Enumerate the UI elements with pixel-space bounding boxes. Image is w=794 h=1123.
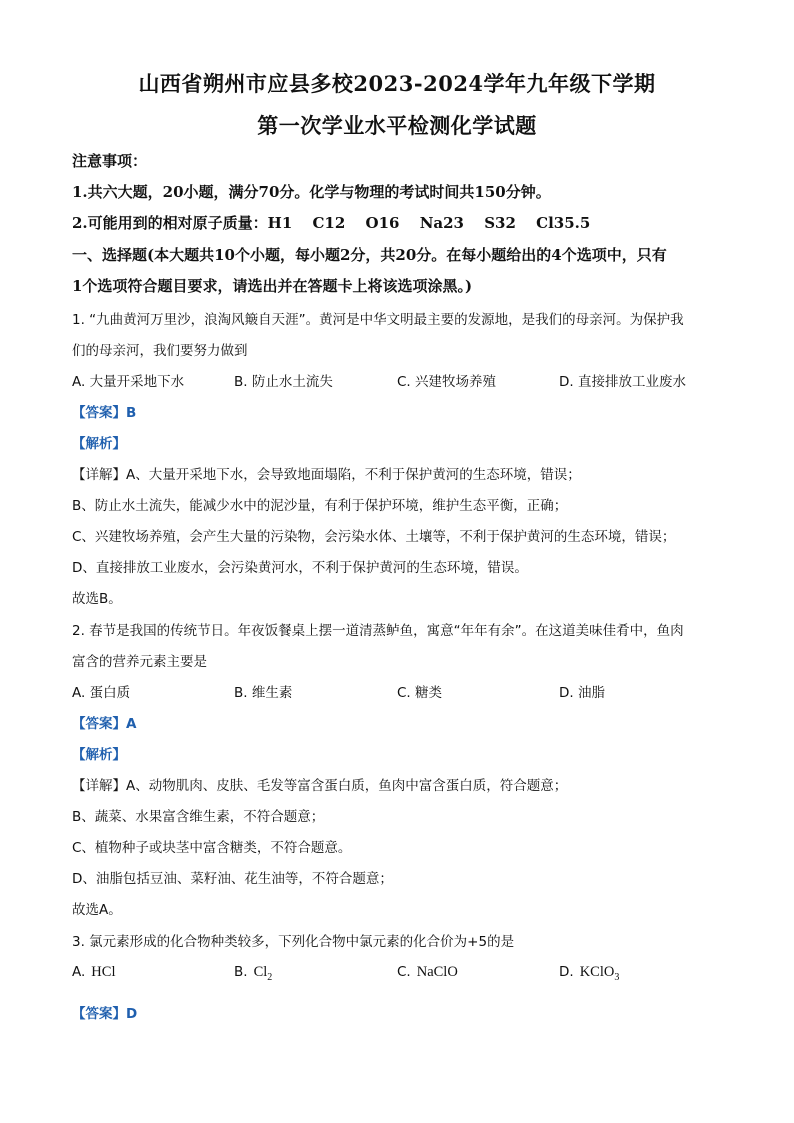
q3-option-d — [559, 964, 619, 983]
q2-options — [72, 681, 732, 701]
section-instruction-line1: 一、选择题(本大题共10个小题，每小题2分，共20分。在每小题给出的4个选项中，只有 — [72, 246, 667, 264]
q1-option-a: A. 大量开采地下水 — [72, 374, 185, 390]
q3-answer: 【答案】D — [72, 1006, 138, 1022]
q2-option-a: A. 蛋白质 — [72, 685, 131, 701]
q3-stem: 3. 氯元素形成的化合物种类较多，下列化合物中氯元素的化合价为+5的是 — [72, 934, 515, 950]
q2-option-c: C. 糖类 — [397, 685, 443, 701]
q3-formula-a: HCl — [91, 964, 116, 980]
q1-detail-d: D、直接排放工业废水，会污染黄河水，不利于保护黄河的生态环境，错误。 — [72, 560, 528, 576]
exam-title-line2: 第一次学业水平检测化学试题 — [257, 113, 537, 138]
q2-option-b: B. 维生素 — [234, 685, 293, 701]
q3-option-c — [397, 964, 458, 981]
q3-option-b-label: B. — [234, 964, 248, 980]
section-instruction-line2: 1个选项符合题目要求，请选出并在答题卡上将该选项涂黑。) — [72, 277, 473, 295]
q2-detail-c: C、植物种子或块茎中富含糖类，不符合题意。 — [72, 840, 352, 856]
q2-detail-d: D、油脂包括豆油、菜籽油、花生油等，不符合题意； — [72, 871, 393, 887]
q2-stem-line1: 2. 春节是我国的传统节日。年夜饭餐桌上摆一道清蒸鲈鱼，寓意“年年有余”。在这道美味佳肴中，鱼肉 — [72, 623, 684, 639]
q2-detail-b: B、蔬菜、水果富含维生素，不符合题意； — [72, 809, 325, 825]
q1-conclusion: 故选B。 — [72, 591, 122, 607]
q3-formula-b-base: Cl — [253, 964, 268, 980]
q2-option-d: D. 油脂 — [559, 685, 605, 701]
q2-detail-a: 【详解】A、动物肌肉、皮肤、毛发等富含蛋白质，鱼肉中富含蛋白质，符合题意； — [72, 778, 568, 794]
q3-formula-d-subscript: 3 — [614, 972, 620, 983]
q1-stem-line2: 们的母亲河，我们要努力做到 — [72, 343, 248, 359]
notes-item-2: 2.可能用到的相对原子质量：H1 C12 O16 Na23 S32 Cl35.5 — [72, 214, 591, 232]
q2-analysis-label: 【解析】 — [72, 747, 126, 763]
q3-formula-d-base: KClO — [579, 964, 615, 980]
q2-stem-line2: 富含的营养元素主要是 — [72, 654, 207, 670]
notes-item-1: 1.共六大题，20小题，满分70分。化学与物理的考试时间共150分钟。 — [72, 183, 551, 201]
q2-answer: 【答案】A — [72, 716, 137, 732]
q1-analysis-label: 【解析】 — [72, 436, 126, 452]
q3-option-a-label: A. — [72, 964, 86, 980]
q3-option-b — [234, 964, 272, 983]
q1-option-d: D. 直接排放工业废水 — [559, 374, 686, 390]
q2-conclusion: 故选A。 — [72, 902, 122, 918]
q3-option-d-label: D. — [559, 964, 574, 980]
notes-heading: 注意事项： — [72, 152, 148, 170]
q1-answer: 【答案】B — [72, 405, 137, 421]
q3-option-c-label: C. — [397, 964, 411, 980]
q3-formula-b-subscript: 2 — [267, 972, 273, 983]
q1-detail-b: B、防止水土流失，能减少水中的泥沙量，有利于保护环境，维护生态平衡，正确； — [72, 498, 568, 514]
q3-option-a — [72, 964, 115, 981]
q3-options — [72, 964, 732, 984]
q1-option-b: B. 防止水土流失 — [234, 374, 333, 390]
q3-formula-d — [579, 964, 620, 983]
q1-options — [72, 370, 732, 390]
q1-detail-a: 【详解】A、大量开采地下水，会导致地面塌陷，不利于保护黄河的生态环境，错误； — [72, 467, 581, 483]
q3-formula-c: NaClO — [416, 964, 458, 980]
q1-option-c: C. 兴建牧场养殖 — [397, 374, 497, 390]
exam-title-line1: 山西省朔州市应县多校2023-2024学年九年级下学期 — [138, 71, 656, 96]
q3-formula-b — [253, 964, 273, 983]
q1-detail-c: C、兴建牧场养殖，会产生大量的污染物，会污染水体、土壤等，不利于保护黄河的生态环境，错误； — [72, 529, 676, 545]
q1-stem-line1: 1. “九曲黄河万里沙，浪淘风簸自天涯”。黄河是中华文明最主要的发源地，是我们的母亲河。为保护我 — [72, 312, 684, 328]
